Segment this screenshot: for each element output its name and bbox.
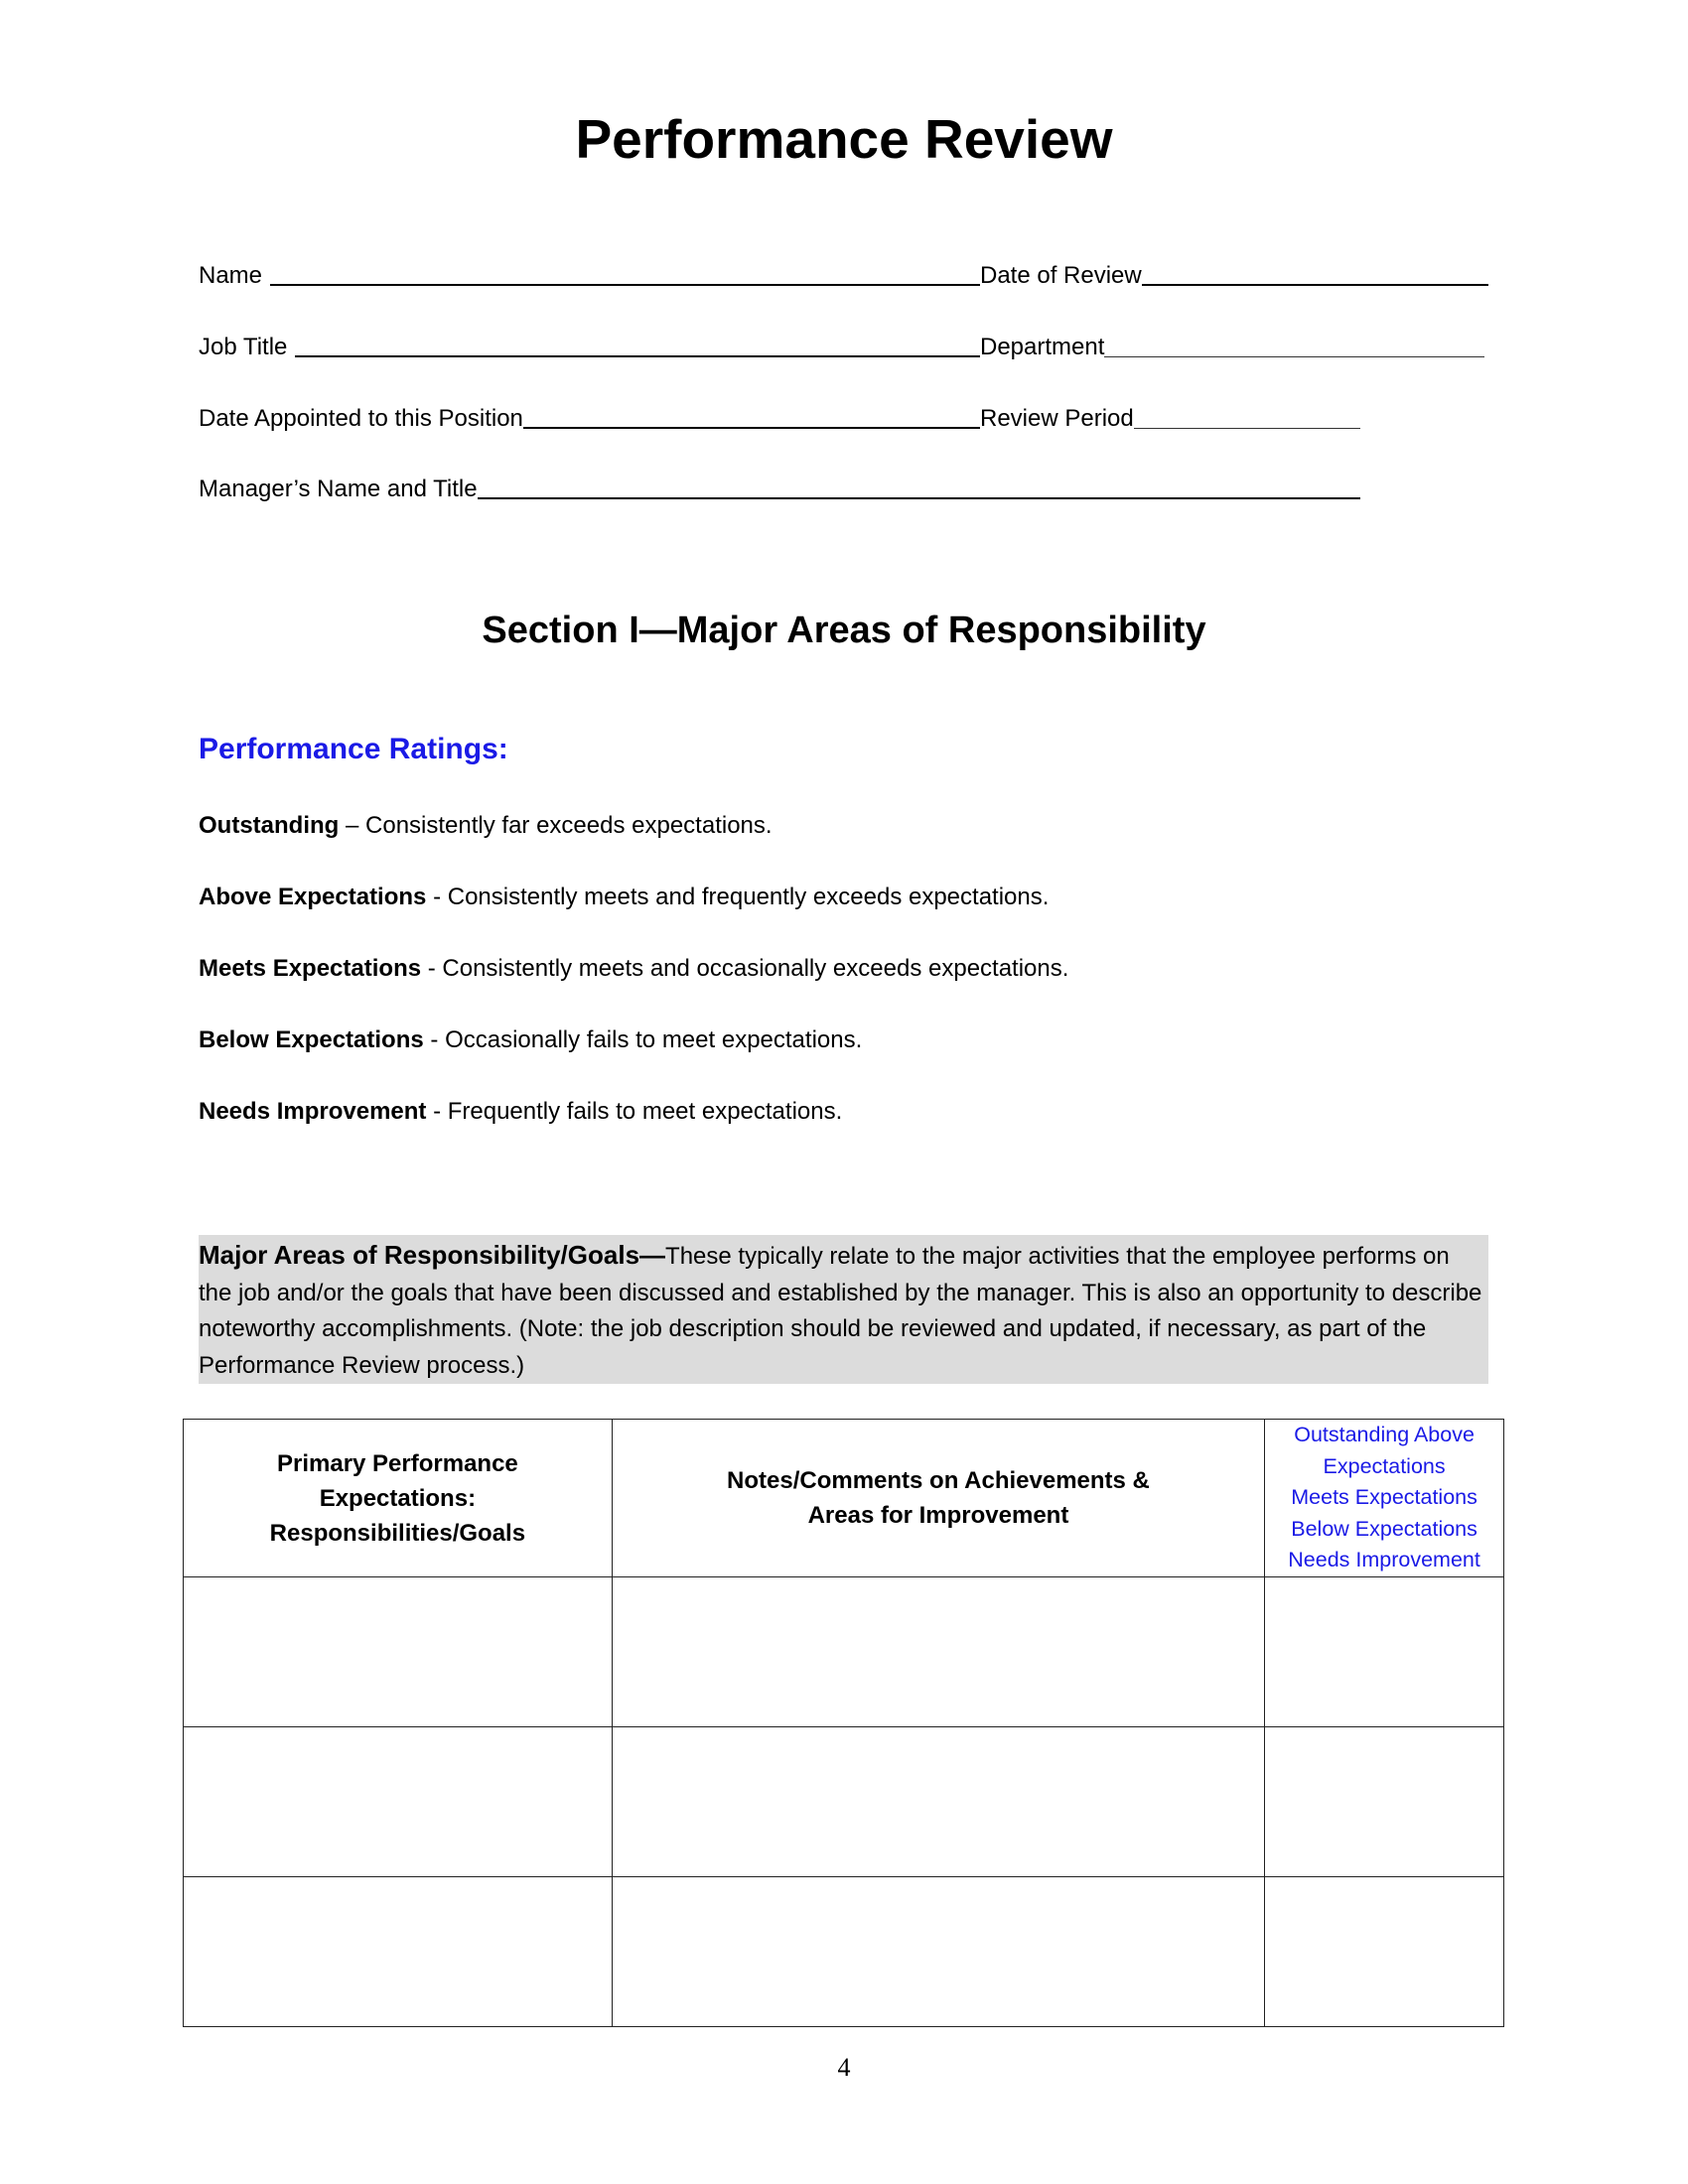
goal-cell[interactable]: [184, 1727, 613, 1877]
rating-cell[interactable]: [1265, 1577, 1504, 1727]
date-appointed-field: [199, 403, 980, 433]
rating-desc: - Consistently meets and occasionally exceeds expectations.: [421, 955, 1069, 982]
department-field: [980, 332, 1484, 361]
department-label: Department: [980, 334, 1105, 360]
date-of-review-field: [980, 260, 1488, 290]
page-title: Performance Review: [575, 108, 1113, 170]
note-heading: Major Areas of Responsibility/Goals—: [199, 1240, 666, 1270]
review-period-label: Review Period: [980, 405, 1134, 432]
job-title-field: [199, 332, 980, 361]
rating-label: Above Expectations: [199, 884, 427, 910]
date-of-review-input-line[interactable]: [1142, 284, 1488, 286]
rating-label: Needs Improvement: [199, 1098, 427, 1125]
rating-option: Needs Improvement: [1288, 1548, 1480, 1572]
notes-cell[interactable]: [612, 1877, 1264, 2027]
responsibilities-table: [183, 1419, 1504, 2027]
review-period-input-line[interactable]: [1134, 428, 1360, 429]
rating-label: Below Expectations: [199, 1026, 424, 1053]
header-line: Primary Performance: [276, 1449, 518, 1477]
rating-option: Meets Expectations: [1291, 1485, 1477, 1510]
table-row: [184, 1727, 1504, 1877]
rating-item: [199, 955, 1068, 983]
rating-item: [199, 1026, 862, 1054]
goal-cell[interactable]: [184, 1577, 613, 1727]
date-of-review-label: Date of Review: [980, 262, 1142, 289]
rating-cell[interactable]: [1265, 1877, 1504, 2027]
goal-cell[interactable]: [184, 1877, 613, 2027]
table-row: [184, 1577, 1504, 1727]
section-title: Section I—Major Areas of Responsibility: [482, 610, 1206, 651]
rating-option: Expectations: [1323, 1453, 1446, 1478]
name-label: Name: [199, 262, 263, 289]
review-period-field: [980, 403, 1360, 433]
notes-cell[interactable]: [612, 1577, 1264, 1727]
manager-field: [199, 474, 1360, 503]
rating-desc: - Frequently fails to meet expectations.: [426, 1098, 843, 1125]
department-input-line[interactable]: [1104, 356, 1484, 357]
table-row: [184, 1877, 1504, 2027]
header-line: Expectations:: [319, 1484, 477, 1512]
rating-cell[interactable]: [1265, 1727, 1504, 1877]
rating-desc: - Consistently meets and frequently exceeds expectations.: [426, 884, 1050, 910]
job-title-input-line[interactable]: [295, 355, 980, 357]
ratings-heading: Performance Ratings:: [199, 733, 508, 765]
date-appointed-input-line[interactable]: [523, 427, 980, 429]
note-text: These typically relate to the major activities that the employee performs on the job and/or the goals that have been discussed and established by the manager. This is also an opportunity to describe noteworthy accomplishments. (Note: the job description should be reviewed and updated, if necessary, as part of the Performance Review process.): [199, 1243, 1482, 1379]
date-appointed-label: Date Appointed to this Position: [199, 405, 523, 432]
responsibilities-note: [199, 1235, 1488, 1384]
rating-label: Outstanding: [199, 812, 340, 839]
rating-item: [199, 1098, 842, 1126]
header-rating-options: [1265, 1420, 1504, 1577]
table-header-row: [184, 1420, 1504, 1577]
page-number: 4: [837, 2053, 851, 2082]
rating-item: [199, 884, 1049, 911]
rating-item: [199, 812, 773, 840]
header-responsibilities: [184, 1420, 613, 1577]
manager-input-line[interactable]: [478, 497, 1360, 499]
header-line: Areas for Improvement: [807, 1502, 1069, 1529]
header-line: Notes/Comments on Achievements &: [727, 1467, 1150, 1494]
name-input-line[interactable]: [270, 284, 980, 286]
rating-option: Outstanding Above: [1294, 1423, 1475, 1447]
job-title-label: Job Title: [199, 334, 288, 360]
name-field: [199, 260, 980, 290]
rating-option: Below Expectations: [1291, 1516, 1477, 1541]
header-notes: [612, 1420, 1264, 1577]
rating-desc: - Occasionally fails to meet expectations.: [423, 1026, 863, 1053]
rating-desc: – Consistently far exceeds expectations.: [339, 812, 773, 839]
rating-label: Meets Expectations: [199, 955, 422, 982]
header-line: Responsibilities/Goals: [269, 1519, 526, 1547]
notes-cell[interactable]: [612, 1727, 1264, 1877]
manager-label: Manager’s Name and Title: [199, 476, 478, 502]
